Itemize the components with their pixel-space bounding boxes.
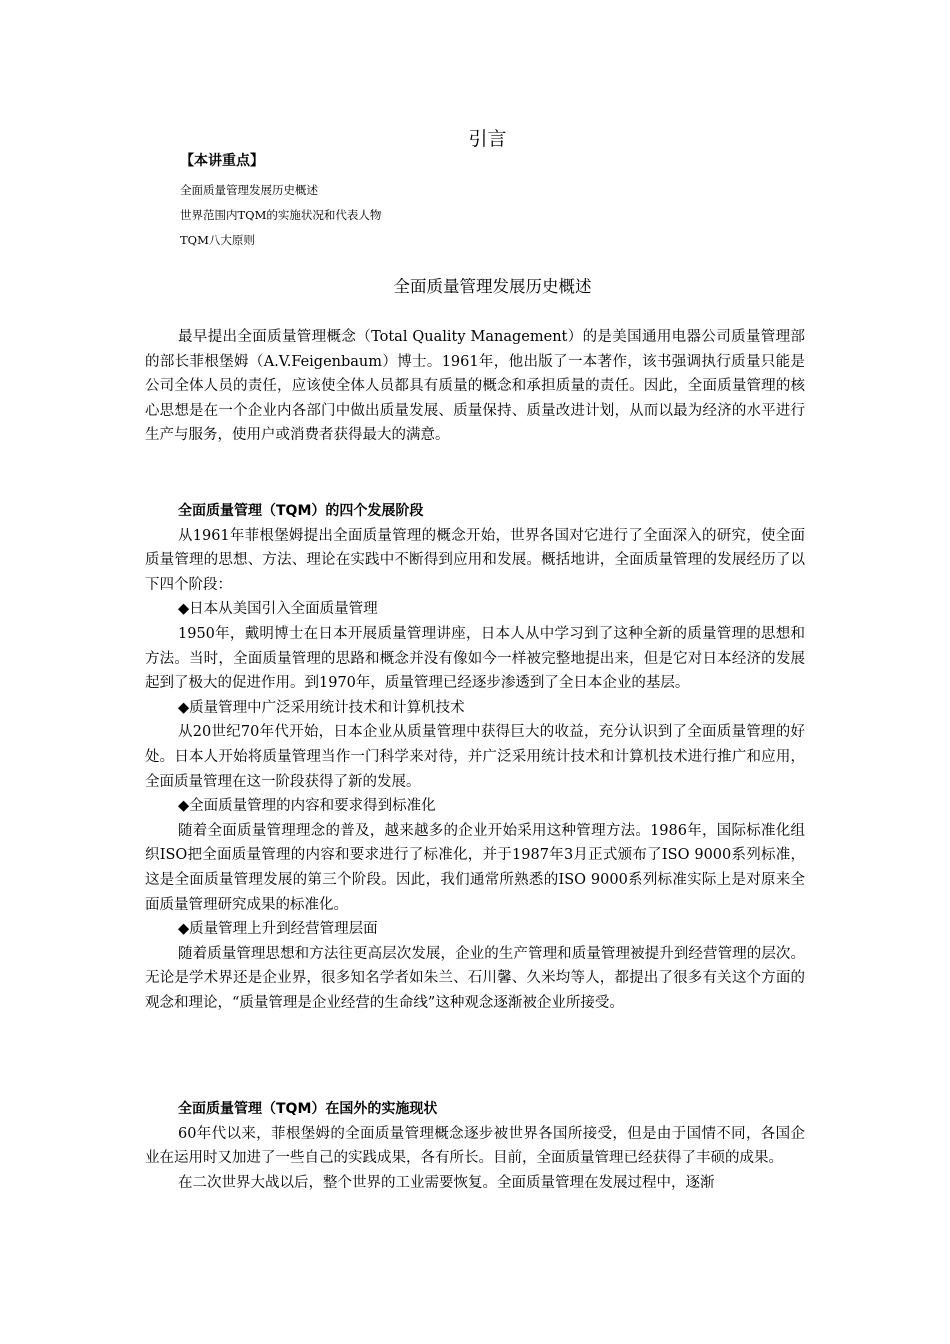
key-point-item: 世界范围内TQM的实施状况和代表人物 — [180, 208, 382, 222]
abroad-paragraph: 在二次世界大战以后，整个世界的工业需要恢复。全面质量管理在发展过程中，逐渐 — [178, 1174, 715, 1191]
stages-heading: 全面质量管理（TQM）的四个发展阶段 — [178, 503, 424, 519]
abroad-heading: 全面质量管理（TQM）在国外的实施现状 — [178, 1101, 438, 1117]
stage-text: 随着全面质量管理理念的普及，越来越多的企业开始采用这种管理方法。1986年，国际标准化组织ISO把全面质量管理的内容和要求进行了标准化，并于1987年3月正式颁布了ISO 9000系列标准，这是全面质量管理发展的第三个阶段。因此，我们通常所熟悉的ISO 9000系列标准实际上是对原来全面质量管理研究成果的标准化。 — [145, 822, 805, 913]
stage-title: ◆日本从美国引入全面质量管理 — [178, 601, 378, 618]
abroad-section — [145, 1097, 805, 1195]
page-title: 引言 — [468, 128, 507, 150]
key-points-heading: 【本讲重点】 — [180, 153, 264, 169]
intro-paragraph: 最早提出全面质量管理概念（Total Quality Management）的是美国通用电器公司质量管理部的部长菲根堡姆（A.V.Feigenbaum）博士。1961年，他出版了一本著作，该书强调执行质量只能是公司全体人员的责任，应该使全体人员都具有质量的概念和承担质量的责任。因此，全面质量管理的核心思想是在一个企业内各部门中做出质量发展、质量保持、质量改进计划，从而以最为经济的水平进行生产与服务，使用户或消费者获得最大的满意。 — [145, 329, 805, 444]
stage-title: ◆质量管理中广泛采用统计技术和计算机技术 — [178, 699, 465, 716]
key-point-item: 全面质量管理发展历史概述 — [180, 183, 318, 197]
stage-title: ◆全面质量管理的内容和要求得到标准化 — [178, 798, 436, 815]
stage-text: 从20世纪70年代开始，日本企业从质量管理中获得巨大的收益，充分认识到了全面质量管理的好处。日本人开始将质量管理当作一门科学来对待，并广泛采用统计技术和计算机技术进行推广和应用，全面质量管理在这一阶段获得了新的发展。 — [145, 724, 805, 790]
abroad-paragraph: 60年代以来，菲根堡姆的全面质量管理概念逐步被世界各国所接受，但是由于国情不同，各国企业在运用时又加进了一些自己的实践成果，各有所长。目前，全面质量管理已经获得了丰硕的成果。 — [145, 1125, 805, 1167]
stage-text: 随着质量管理思想和方法往更高层次发展，企业的生产管理和质量管理被提升到经营管理的层次。无论是学术界还是企业界，很多知名学者如朱兰、石川馨、久米均等人，都提出了很多有关这个方面的观念和理论，“质量管理是企业经营的生命线”这种观念逐渐被企业所接受。 — [145, 945, 805, 1011]
key-points-list — [180, 178, 381, 253]
stages-intro: 从1961年菲根堡姆提出全面质量管理的概念开始，世界各国对它进行了全面深入的研究，使全面质量管理的思想、方法、理论在实践中不断得到应用和发展。概括地讲，全面质量管理的发展经历了以下四个阶段： — [145, 527, 805, 593]
stages-section — [145, 499, 805, 1015]
section-title: 全面质量管理发展历史概述 — [393, 277, 592, 296]
intro-block — [145, 325, 805, 448]
key-point-item: TQM八大原则 — [180, 233, 255, 247]
stage-text: 1950年，戴明博士在日本开展质量管理讲座，日本人从中学习到了这种全新的质量管理的思想和方法。当时，全面质量管理的思路和概念并没有像如今一样被完整地提出来，但是它对日本经济的发展起到了极大的促进作用。到1970年，质量管理已经逐步渗透到了全日本企业的基层。 — [145, 625, 805, 692]
stage-title: ◆质量管理上升到经营管理层面 — [178, 921, 378, 938]
